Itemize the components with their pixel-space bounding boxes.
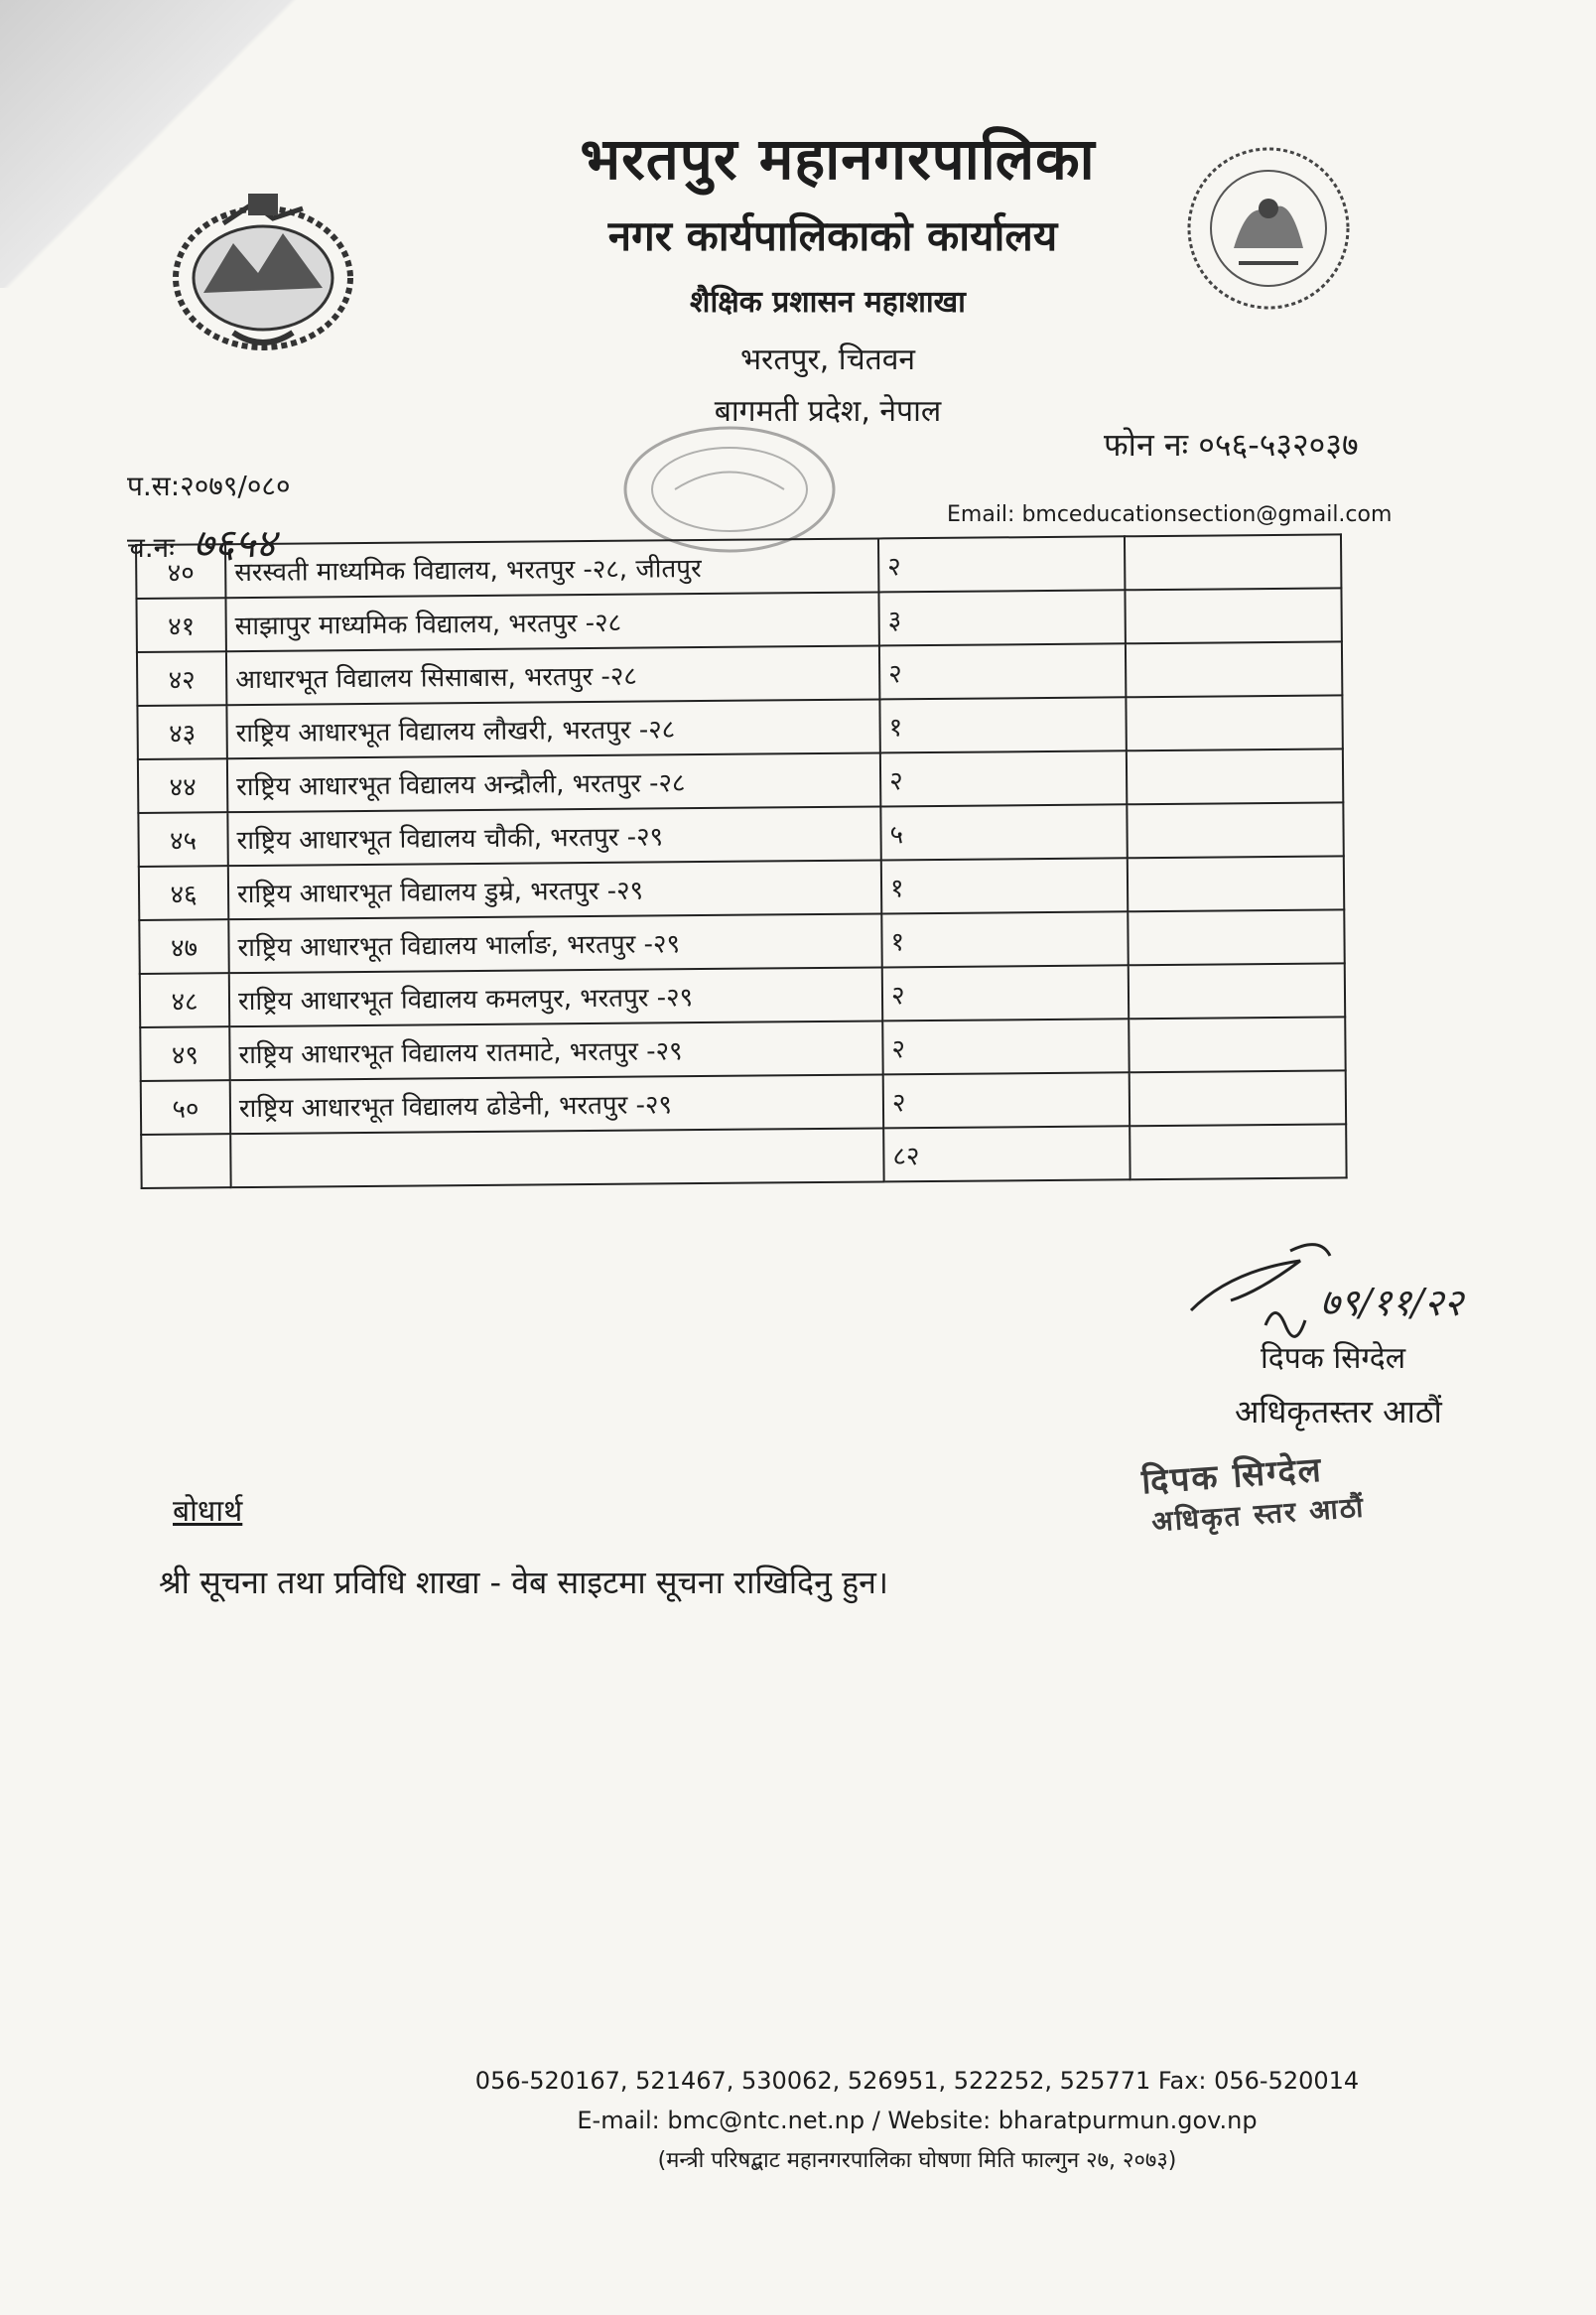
row-school-name: राष्ट्रिय आधारभूत विद्यालय चौकी, भरतपुर -२९ [227, 806, 880, 866]
row-serial: ४९ [140, 1026, 229, 1081]
row-remarks [1130, 1070, 1346, 1126]
row-serial: ४३ [137, 705, 226, 759]
row-school-name: राष्ट्रिय आधारभूत विद्यालय लौखरी, भरतपुर -२८ [226, 699, 879, 758]
row-remarks [1126, 695, 1342, 750]
row-school-name: साझापुर माध्यमिक विद्यालय, भरतपुर -२८ [225, 592, 878, 651]
footer-declaration: (मन्त्री परिषद्बाट महानगरपालिका घोषणा मिति फाल्गुन २७, २०७३) [657, 2148, 1177, 2173]
office-subtitle: नगर कार्यपालिकाको कार्यालय [607, 211, 1058, 260]
row-school-name: राष्ट्रिय आधारभूत विद्यालय रातमाटे, भरतपुर -२९ [229, 1021, 882, 1080]
signature-date: ७९/११/२२ [1320, 1281, 1464, 1324]
row-count: १ [881, 911, 1128, 967]
address-line-2: बागमती प्रदेश, नेपाल [714, 394, 942, 429]
table-total-row [141, 1124, 1346, 1188]
row-count: २ [883, 1072, 1130, 1128]
row-serial: ५० [141, 1080, 230, 1135]
dispatch-number-handwritten: ७६५४ [193, 521, 276, 567]
signer-post: अधिकृतस्तर आठौं [1235, 1393, 1442, 1430]
row-count: ३ [878, 590, 1125, 645]
row-serial: ४४ [138, 758, 227, 813]
office-title: भरतपुर महानगरपालिका [580, 125, 1096, 193]
address-line-1: भरतपुर, चितवन [739, 342, 916, 377]
row-school-name: सरस्वती माध्यमिक विद्यालय, भरतपुर -२८, जीतपुर [225, 538, 878, 598]
row-serial: ४७ [139, 919, 228, 974]
row-school-name: राष्ट्रिय आधारभूत विद्यालय ढोडेनी, भरतपुर -२९ [230, 1074, 883, 1134]
row-serial: ४२ [137, 651, 226, 706]
row-remarks [1127, 802, 1343, 858]
row-school-name: राष्ट्रिय आधारभूत विद्यालय कमलपुर, भरतपुर -२९ [229, 967, 882, 1026]
row-remarks [1128, 856, 1344, 911]
row-school-name: राष्ट्रिय आधारभूत विद्यालय भार्लाङ, भरतपुर -२९ [228, 913, 881, 973]
reference-number: प.स:२०७९/०८० [127, 470, 291, 502]
row-count: २ [880, 750, 1127, 806]
row-count: १ [879, 697, 1126, 752]
row-school-name: राष्ट्रिय आधारभूत विद्यालय डुम्रे, भरतपुर -२९ [228, 860, 881, 919]
row-serial: ४१ [136, 598, 225, 652]
row-serial: ४० [136, 544, 225, 599]
footer-web: E-mail: bmc@ntc.net.np / Website: bharatpurmun.gov.np [577, 2107, 1258, 2134]
row-school-name: आधारभूत विद्यालय सिसाबास, भरतपुर -२८ [226, 645, 879, 705]
row-serial: ४६ [139, 866, 228, 920]
row-remarks [1126, 641, 1342, 697]
total-remarks [1130, 1124, 1346, 1179]
footer-phones: 056-520167, 521467, 530062, 526951, 522252, 525771 Fax: 056-520014 [474, 2067, 1360, 2095]
row-count: २ [878, 536, 1125, 592]
row-count: २ [879, 643, 1126, 699]
phone-number: फोन नः ०५६-५३२०३७ [1104, 426, 1359, 464]
dispatch-label: च.नः [127, 531, 175, 564]
row-count: १ [881, 858, 1128, 913]
cc-line: श्री सूचना तथा प्रविधि शाखा - वेब साइटमा सूचना राखिदिनु हुन। [159, 1564, 888, 1601]
cc-heading: बोधार्थ [173, 1494, 243, 1529]
row-serial: ४८ [140, 973, 229, 1027]
signature-stamp-post: अधिकृत स्तर आठौं [1150, 1490, 1367, 1539]
row-remarks [1129, 963, 1345, 1019]
total-serial [141, 1134, 230, 1188]
row-count: २ [882, 1019, 1129, 1074]
row-remarks [1129, 1017, 1345, 1072]
total-count: ८२ [883, 1126, 1130, 1181]
signature-stamp-name: दिपक सिग्देल [1139, 1449, 1324, 1503]
signer-name: दिपक सिग्देल [1261, 1341, 1406, 1376]
email-address: Email: bmceducationsection@gmail.com [947, 502, 1393, 527]
row-serial: ४५ [138, 812, 227, 867]
row-remarks [1125, 588, 1341, 643]
division-name: शैक्षिक प्रशासन महाशाखा [690, 285, 966, 320]
row-count: ५ [880, 804, 1127, 860]
school-quota-table [135, 533, 1348, 1189]
total-label [230, 1128, 883, 1187]
row-school-name: राष्ट्रिय आधारभूत विद्यालय अन्द्रौली, भरतपुर -२८ [227, 752, 880, 812]
row-count: २ [882, 965, 1129, 1021]
row-remarks [1128, 909, 1344, 965]
row-remarks [1127, 749, 1343, 804]
row-remarks [1125, 534, 1341, 590]
